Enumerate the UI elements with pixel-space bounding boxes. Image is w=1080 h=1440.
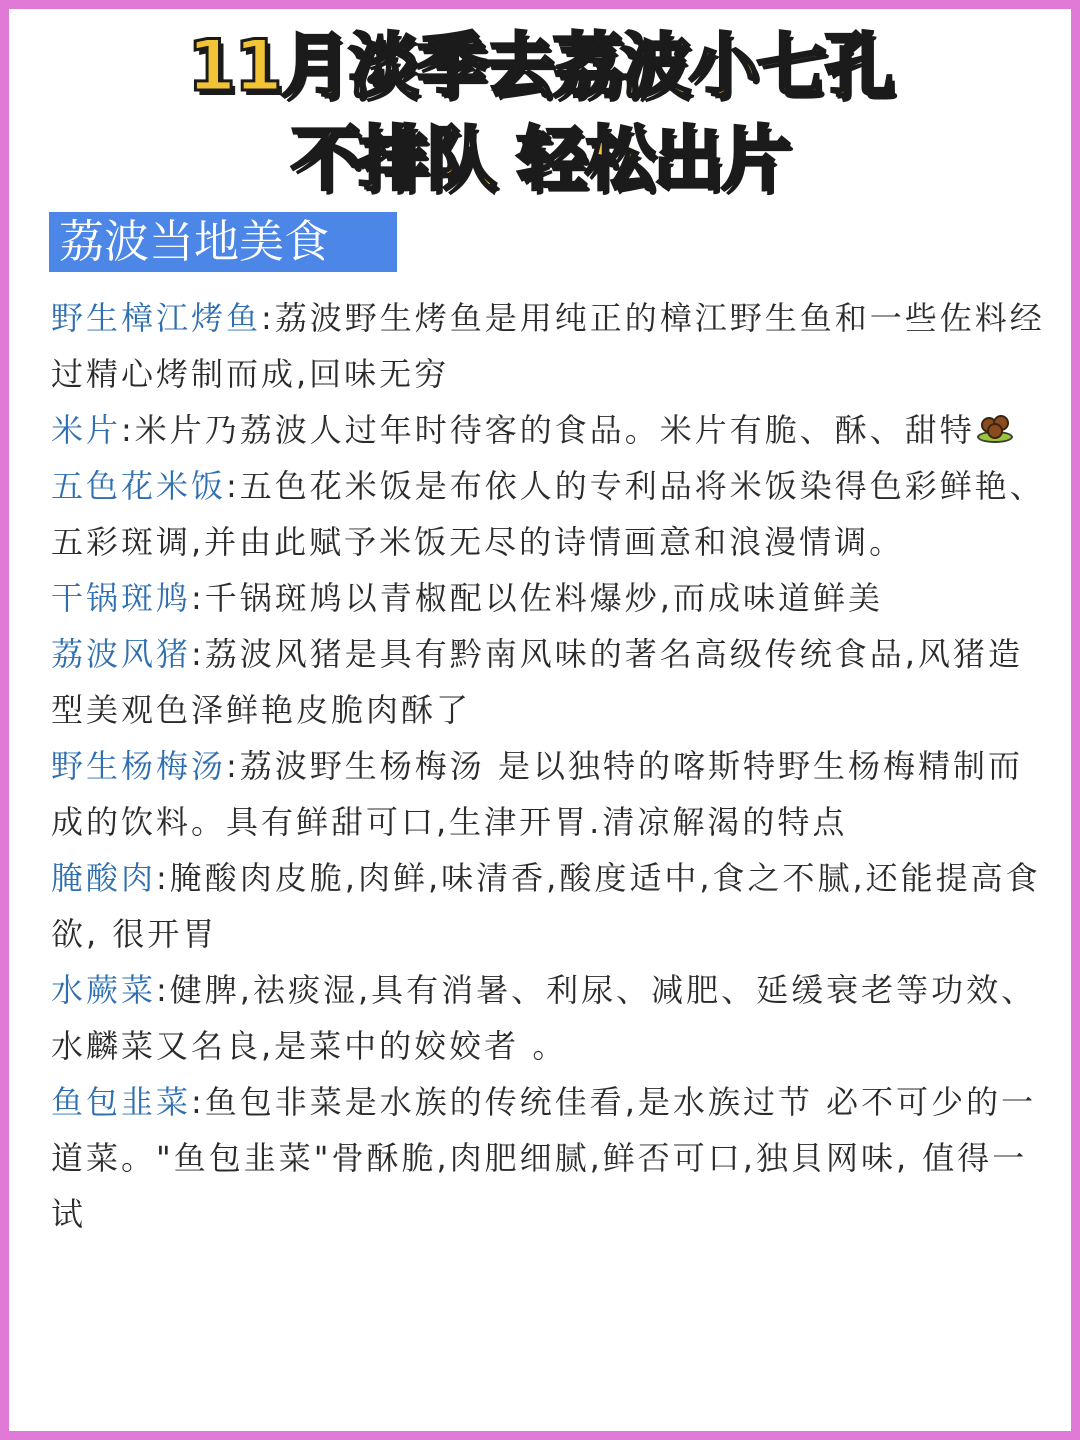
food-item-name: 鱼包韭菜 [51, 1083, 192, 1121]
food-item [51, 290, 1051, 402]
food-item-desc: 米片乃荔波人过年时待客的食品。米片有脆、酥、甜特 [134, 411, 975, 449]
food-item [51, 402, 1051, 458]
food-item [51, 738, 1051, 850]
poster-title-line-2: 不排队 轻松出片 [290, 118, 790, 200]
food-item [51, 626, 1051, 738]
food-item [51, 962, 1051, 1074]
food-item [51, 850, 1051, 962]
food-item-desc: 荔波野生烤鱼是用纯正的樟江野生鱼和一些佐料经过精心烤制而成,回味无穷 [51, 299, 1045, 393]
poster-title-line-1: 11月淡季去荔波小七孔 [187, 25, 893, 107]
food-plate-icon [975, 415, 1015, 445]
food-item-name: 野生杨梅汤 [51, 747, 227, 785]
food-item-name: 腌酸肉 [51, 859, 157, 897]
food-item-name: 水蕨菜 [51, 971, 157, 1009]
food-item [51, 458, 1051, 570]
separator: : [156, 971, 170, 1009]
separator: : [191, 579, 205, 617]
separator: : [226, 467, 240, 505]
food-item-name: 米片 [51, 411, 122, 449]
food-list [51, 290, 1051, 1242]
separator: : [261, 299, 275, 337]
food-item [51, 1074, 1051, 1242]
food-item [51, 570, 1051, 626]
food-item-desc: 腌酸肉皮脆,肉鲜,味清香,酸度适中,食之不腻,还能提高食欲, 很开胃 [51, 859, 1041, 953]
food-item-name: 荔波风猪 [51, 635, 192, 673]
food-item-name: 五色花米饭 [51, 467, 227, 505]
separator: : [226, 747, 240, 785]
food-item-desc: 五色花米饭是布依人的专利品将米饭染得色彩鲜艳、五彩斑调,并由此赋予米饭无尽的诗情画意和浪漫情调。 [51, 467, 1045, 561]
separator: : [191, 635, 205, 673]
section-heading: 荔波当地美食 [49, 212, 397, 272]
separator: : [121, 411, 135, 449]
food-item-desc: 健脾,祛痰湿,具有消暑、利尿、减肥、延缓衰老等功效、水麟菜又名良,是菜中的姣姣者 。 [51, 971, 1037, 1065]
food-item-desc: 荔波风猪是具有黔南风味的著名高级传统食品,风猪造型美观色泽鲜艳皮脆肉酥了 [51, 635, 1023, 729]
food-item-desc: 荔波野生杨梅汤 是以独特的喀斯特野生杨梅精制而成的饮料。具有鲜甜可口,生津开胃.清凉解渴的特点 [51, 747, 1023, 841]
food-item-desc: 千锅斑鸠以青椒配以佐料爆炒,而成味道鲜美 [204, 579, 883, 617]
separator: : [156, 859, 170, 897]
food-item-name: 干锅斑鸠 [51, 579, 192, 617]
food-item-name: 野生樟江烤鱼 [51, 299, 262, 337]
separator: : [191, 1083, 205, 1121]
food-item-desc: 鱼包非菜是水族的传统佳看,是水族过节 必不可少的一道菜。"鱼包韭菜"骨酥脆,肉肥细腻,鲜否可口,独貝网味, 值得一试 [51, 1083, 1037, 1233]
